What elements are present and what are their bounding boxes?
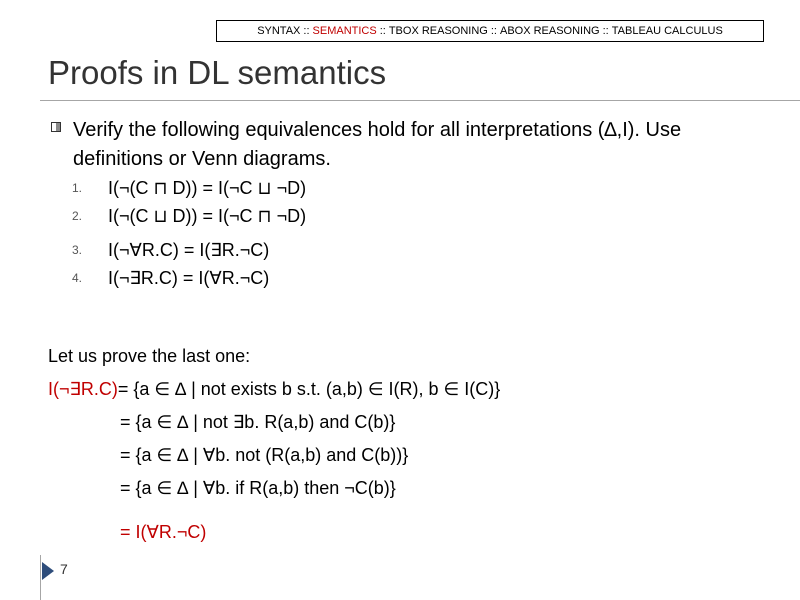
- list-number: 4.: [72, 271, 83, 285]
- nav-separator: ::: [379, 25, 386, 37]
- proof-line-3: = {a ∈ ∆ | ∀b. not (R(a,b) and C(b))}: [120, 445, 409, 465]
- proof-block: [48, 340, 500, 549]
- proof-spacer: [48, 505, 500, 516]
- equivalence-list-group-2: [72, 236, 269, 292]
- nav-separator: ::: [490, 25, 497, 37]
- proof-conclusion: = I(∀R.¬C): [120, 522, 207, 542]
- footer-triangle-icon: [42, 562, 54, 580]
- proof-rhs: = {a ∈ ∆ | not exists b s.t. (a,b) ∈ I(R), b ∈ I(C)}: [117, 379, 501, 399]
- hollow-square-bullet-icon: [51, 122, 61, 132]
- proof-lhs: I(¬∃R.C): [48, 379, 118, 399]
- list-item: [72, 202, 306, 230]
- footer-divider: [40, 555, 41, 600]
- list-number: 3.: [72, 243, 83, 257]
- proof-intro: Let us prove the last one:: [48, 346, 251, 366]
- list-number: 1.: [72, 181, 83, 195]
- page-number: 7: [60, 561, 68, 577]
- nav-item-tableau-calculus[interactable]: TABLEAU CALCULUS: [611, 25, 723, 37]
- list-expression: I(¬(C ⊓ D)) = I(¬C ⊔ ¬D): [108, 177, 307, 198]
- list-item: [72, 174, 306, 202]
- nav-item-syntax[interactable]: SYNTAX: [257, 25, 301, 37]
- nav-item-tbox-reasoning[interactable]: TBOX REASONING: [388, 25, 488, 37]
- list-expression: I(¬∃R.C) = I(∀R.¬C): [108, 267, 270, 288]
- list-expression: I(¬∀R.C) = I(∃R.¬C): [108, 239, 270, 260]
- list-item: [72, 236, 269, 264]
- equivalence-list-group-1: [72, 174, 306, 230]
- proof-line-2: = {a ∈ ∆ | not ∃b. R(a,b) and C(b)}: [120, 412, 396, 432]
- proof-line-1: [48, 373, 500, 406]
- list-number: 2.: [72, 209, 83, 223]
- title-divider: [40, 100, 800, 101]
- nav-item-semantics[interactable]: SEMANTICS: [312, 25, 377, 37]
- nav-separator: ::: [303, 25, 310, 37]
- nav-item-abox-reasoning[interactable]: ABOX REASONING: [499, 25, 600, 37]
- list-expression: I(¬(C ⊔ D)) = I(¬C ⊓ ¬D): [108, 205, 307, 226]
- nav-separator: ::: [602, 25, 609, 37]
- section-nav-bar: [216, 20, 764, 42]
- list-item: [72, 264, 269, 292]
- slide-title: Proofs in DL semantics: [48, 54, 387, 91]
- proof-line-4: = {a ∈ ∆ | ∀b. if R(a,b) then ¬C(b)}: [120, 478, 396, 498]
- bullet-text: Verify the following equivalences hold for all interpretations (∆,I). Use definitions or Venn diagrams.: [73, 119, 682, 170]
